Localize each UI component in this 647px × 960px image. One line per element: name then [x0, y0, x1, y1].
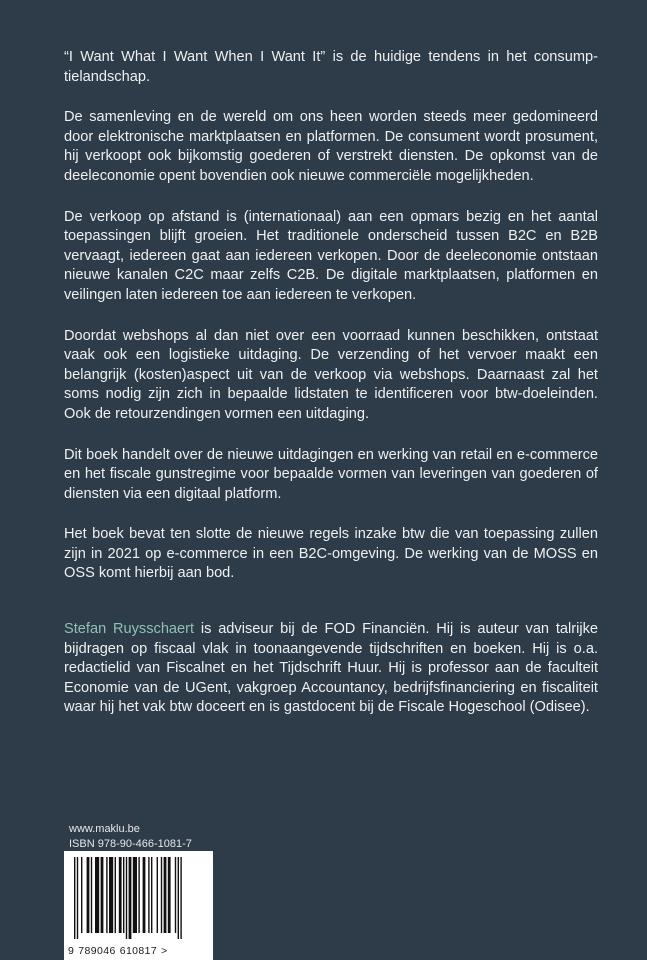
barcode-bar — [138, 857, 139, 933]
barcode-bar — [161, 857, 162, 933]
barcode-bar — [168, 857, 171, 933]
barcode — [64, 851, 213, 960]
paragraph-distance-selling: De verkoop op afstand is (internationaal) aan een opmars bezig en het aantal toepassingen blijft groeien. Het traditionele onderscheid tussen B2C en B2B vervaagt, iedereen gaat aan iedereen verkopen. Door de deeleconomie ontstaan nieuwe kanalen C2C maar zelfs C2B. De digitale marktplaatsen, platformen en veilingen laten iedereen toe aan iedereen te verkopen. — [64, 208, 598, 303]
barcode-bar — [180, 857, 181, 939]
paragraph-platforms: De samenleving en de wereld om ons heen worden steeds meer gedomineerd door elektronische marktplaatsen en platformen. De consument wordt prosument, hij verkoopt ook bijkomstig goederen of verstrekt diensten. De opkomst van de deeleconomie opent bovendien ook nieuwe commerciële mogelijkheden. — [64, 109, 598, 184]
barcode-quiet-mark: > — [161, 945, 168, 957]
barcode-digit-group-1: 789046 — [78, 945, 116, 957]
barcode-bar — [148, 857, 149, 933]
barcode-bar — [101, 857, 104, 933]
paragraph-book-scope: Dit boek handelt over de nieuwe uitdagingen en werking van retail en e-commerce en het fiscale gunstregime voor bepaalde vormen van leveringen van goederen of diensten via een digitaal platform. — [64, 446, 598, 502]
barcode-bar — [126, 857, 127, 939]
publisher-website: www.maklu.be — [69, 823, 140, 835]
paragraph-vat-rules: Het boek bevat ten slotte de nieuwe regels inzake btw die van toepassing zullen zijn in 2021 op e-commerce in een B2C-omgeving. De werking van de MOSS en OSS komt hierbij aan bod. — [64, 526, 598, 582]
barcode-bar — [74, 857, 75, 939]
barcode-bars — [70, 857, 207, 939]
barcode-digit-first: 9 — [68, 945, 75, 957]
author-name: Stefan Ruysschaert — [64, 621, 195, 638]
barcode-bar — [175, 857, 176, 933]
barcode-bar — [81, 857, 82, 933]
barcode-bar — [87, 857, 90, 933]
barcode-digits — [68, 945, 209, 957]
barcode-bar — [123, 857, 124, 933]
paragraph-intro: “I Want What I Want When I Want It” is de huidige tendens in het consumptielandschap. — [64, 49, 598, 85]
barcode-bar — [119, 857, 122, 933]
barcode-bar — [95, 857, 99, 933]
barcode-bar — [143, 857, 146, 933]
isbn-label: ISBN 978-90-466-1081-7 — [69, 837, 192, 850]
paragraph-logistics: Doordat webshops al dan niet over een voorraad kunnen beschikken, ontstaat vaak ook een logistieke uitdaging. De verzending of het vervoer maakt een belangrijk (kosten)aspect uit van de verkoop via webshops. Daarnaast zal het soms nodig zijn zich in bepaalde lidstaten te identificeren voor btw-doeleinden. Ook de retourzendingen vormen een uitdaging. — [64, 327, 598, 422]
barcode-bar — [164, 857, 167, 933]
author-bio — [64, 620, 598, 718]
barcode-bar — [157, 857, 158, 933]
barcode-bar — [77, 857, 78, 939]
barcode-bar — [106, 857, 107, 933]
barcode-bar — [109, 857, 113, 933]
barcode-bar — [91, 857, 92, 933]
author-bio-text: is adviseur bij de FOD Financiën. Hij is auteur van talrijke bijdragen op fiscaal vlak in toonaangevende tijdschriften en boeken. Hij is o.a. redactielid van Fiscalnet en het Tijdschrift Huur. Hij is professor aan de faculteit Economie van de UGent, vakgroep Accountancy, bedrijfsfinanciering en fiscaliteit waar hij het vak btw doceert en is gastdocent bij de Fiscale Hogeschool (Odisee). — [64, 621, 599, 716]
barcode-digit-group-2: 610817 — [119, 945, 158, 957]
imprint — [69, 822, 192, 851]
barcode-bar — [133, 857, 137, 933]
barcode-bar — [178, 857, 179, 939]
barcode-bar — [115, 857, 116, 933]
back-cover-text — [64, 48, 598, 739]
barcode-bar — [129, 857, 132, 939]
barcode-bar — [151, 857, 152, 933]
